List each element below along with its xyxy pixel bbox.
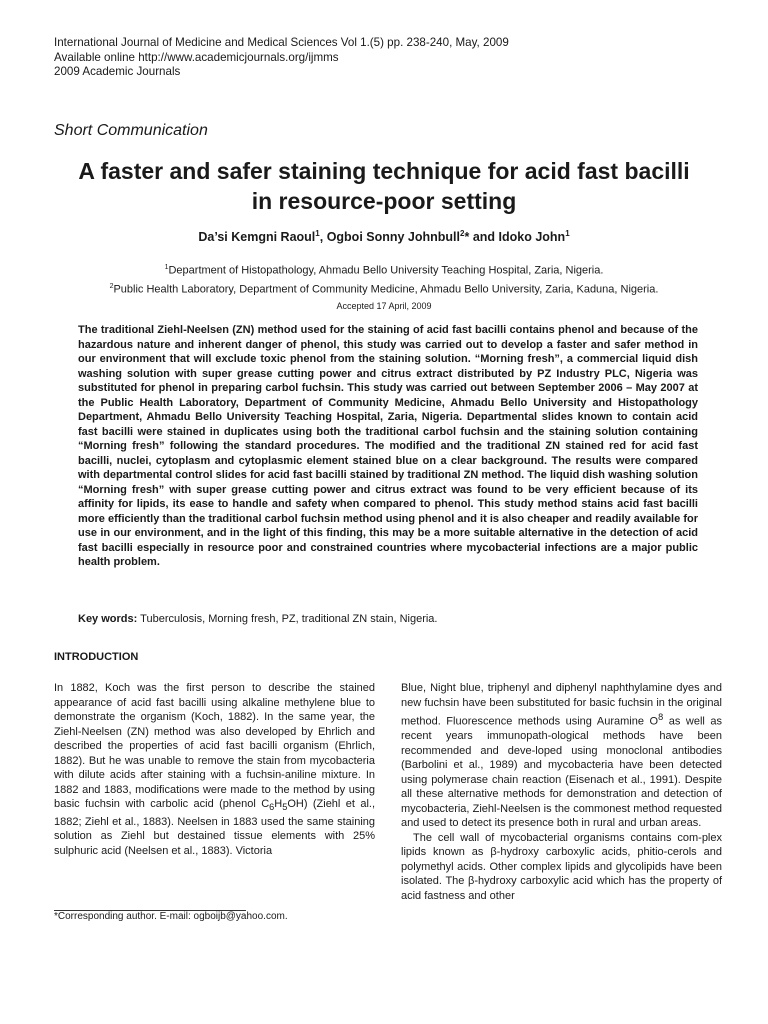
abstract: The traditional Ziehl-Neelsen (ZN) method used for the staining of acid fast bacilli contains phenol and because of the hazardous nature and inherent danger of phenol, this study was carried out to develop a faster and safer method in our environment that will exclude toxic phenol from the staining solution. “Morning fresh”, a commercial liquid dish washing solution with super grease cutting power and citrus extract distributed by PZ Industry PLC, Nigeria was substituted for phenol in preparing carbol fuchsin. This study was carried out between September 2006 – May 2007 at the Public Health Laboratory, Department of Community Medicine, Ahmadu Bello University and Histopathology Department, Ahmadu Bello University Teaching Hospital, Zaria, Nigeria. Departmental slides known to contain acid fast bacilli were stained in duplicates using both the traditional carbol fuchsin and the staining solution containing “Morning fresh” following the standard procedures. The modified and the traditional ZN stained red for acid fast bacilli, nuclei, cytoplasm and cytoplasmic element stained blue on a clear background. The results were compared with departmental control slides for acid fast bacilli stained by traditional ZN method. The liquid dish washing solution “Morning fresh” with super grease cutting power and citrus extract was found to be very efficient because of its affinity for lipids, its ease to handle and safety when compared to phenol. This study method stains acid fast bacilli more efficiently than the traditional carbol fuchsin method using phenol and it is also cheaper and readily available for use in our environment, and in the light of this finding, this may be a more suitable alternative in the detection of acid fast bacilli especially in resource poor and constrained countries where mycobacterial infections are a major public health problem. — [78, 324, 698, 568]
journal-citation: International Journal of Medicine and Medical Sciences Vol 1.(5) pp. 238-240, May, 2009 — [54, 36, 509, 49]
accepted-date: Accepted 17 April, 2009 — [336, 301, 432, 311]
intro-text: Blue, Night blue, triphenyl and diphenyl naphthylamine dyes and new fuchsin have been substituted for basic fuchsin in the original method. Fluorescence methods using Auramine O — [401, 682, 722, 728]
author-2-affiliation-mark: 2 — [460, 229, 465, 238]
article-title — [40, 156, 728, 216]
intro-paragraph-2: The cell wall of mycobacterial organisms contains com-plex lipids known as β-hydroxy carboxylic acids, phitio-cerols and polymethyl acids. Other complex lipids and glycolipids have been isolated. The β-hydroxy carboxylic acid which has the property of acid fastness and other — [401, 831, 722, 902]
title-line-2: in resource-poor setting — [251, 188, 517, 214]
left-column — [54, 681, 375, 858]
author-separator: , — [319, 230, 327, 245]
intro-text: In 1882, Koch was the first person to describe the stained appearance of acid fast bacilli using alkaline methylene blue to demonstrate the organism (Koch, 1882). In the same year, the Ziehl-Neelsen (ZN) method was also developed by Ehrlich and described the properties of acid fast bacilli organism (Ehrlich, 1882). But he was unable to remove the stain from mycobacteria with dilute acids after staining with a fuchsin-aniline mixture. In 1882 and 1883, modifications were made to the method by using basic fuchsin with carbolic acid (phenol C — [54, 682, 375, 810]
author-3: Idoko John — [498, 230, 566, 245]
author-1: Da’si Kemgni Raoul — [198, 230, 316, 245]
online-url-line[interactable]: Available online http://www.academicjournals.org/ijmms — [54, 50, 339, 64]
corresponding-author-mark: * — [464, 230, 470, 245]
affiliation-1-text: Department of Histopathology, Ahmadu Bello University Teaching Hospital, Zaria, Nigeria. — [168, 264, 604, 277]
keywords-text: Tuberculosis, Morning fresh, PZ, traditional ZN stain, Nigeria. — [137, 613, 438, 625]
author-list — [40, 229, 728, 244]
title-line-1: A faster and safer staining technique for acid fast bacilli — [78, 158, 690, 184]
intro-paragraph-1 — [54, 681, 375, 858]
keywords — [78, 613, 698, 625]
affiliation-1 — [40, 260, 728, 279]
affiliation-2-text: Public Health Laboratory, Department of Community Medicine, Ahmadu Bello University, Zaria, Kaduna, Nigeria. — [113, 283, 659, 296]
affiliation-1-mark: 1 — [164, 264, 169, 271]
keywords-label: Key words: — [78, 613, 138, 625]
right-column — [401, 681, 722, 903]
affiliation-2 — [40, 279, 728, 298]
intro-text: as well as recent years immunopath-ological methods have been recommended and deve-loped using monoclonal antibodies (Barbolini et al., 1989) and mycobacteria have been detected using polymerase chain reaction (Eisenach et al., 1991). Despite all these alternative methods for demonstration and detection of mycobacteria, Ziehl-Neelsen is the commonest method requested and used to detect its presence both in rural and urban areas. — [401, 715, 722, 830]
formula-subscript: 6 — [269, 802, 275, 813]
publisher-line: 2009 Academic Journals — [54, 65, 181, 78]
affiliations — [40, 260, 728, 297]
journal-header — [54, 36, 509, 80]
author-3-affiliation-mark: 1 — [565, 229, 570, 238]
formula-text: H — [274, 798, 283, 810]
reference-superscript: 8 — [658, 712, 664, 722]
affiliation-2-mark: 2 — [109, 282, 114, 290]
corresponding-author-footnote: *Corresponding author. E-mail: ogboijb@yahoo.com. — [54, 911, 288, 922]
intro-text: OH) (Ziehl et al., 1882; Ziehl et al., 1883). Neelsen in 1883 used the same staining solution as Ziehl but destained tissue elements with 25% sulphuric acid (Neelsen et al., 1883). Victoria — [54, 798, 376, 857]
introduction-heading: INTRODUCTION — [54, 651, 139, 663]
author-separator-and: and — [469, 230, 499, 245]
intro-paragraph-1-continued — [401, 681, 722, 831]
author-2: Ogboi Sonny Johnbull — [326, 230, 461, 245]
author-1-affiliation-mark: 1 — [315, 229, 320, 238]
section-type-label: Short Communication — [54, 122, 208, 139]
formula-subscript: 5 — [282, 802, 288, 813]
